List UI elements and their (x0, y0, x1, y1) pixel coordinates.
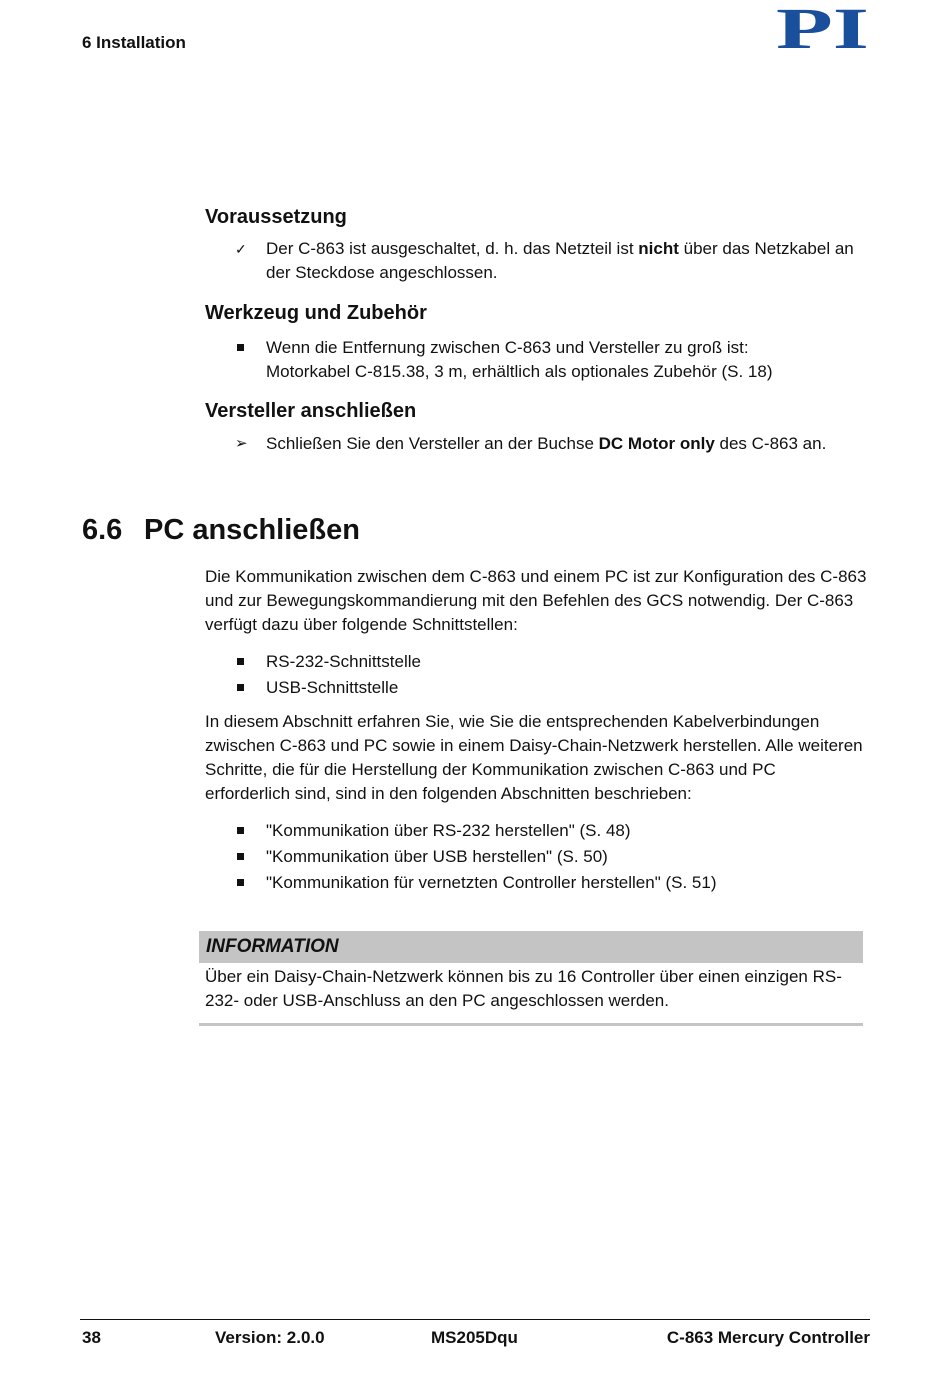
prerequisite-item: ✓ Der C-863 ist ausgeschaltet, d. h. das Netzteil ist nicht über das Netzkabel an der Steckdose angeschlossen. (235, 239, 854, 282)
information-title: INFORMATION (199, 931, 863, 963)
information-box (199, 931, 863, 1026)
footer-product: C-863 Mercury Controller (666, 1328, 870, 1347)
footer-doc-id: MS205Dqu (431, 1328, 518, 1347)
section-title: 6.6 PC anschließen (82, 514, 360, 546)
list-item: "Kommunikation über RS-232 herstellen" (S. 48) (266, 821, 631, 840)
list-item: "Kommunikation über USB herstellen" (S. 50) (266, 847, 608, 866)
section-header: 6 Installation (82, 33, 186, 52)
footer-version: Version: 2.0.0 (215, 1328, 325, 1347)
connect-stage-item: ➢ Schließen Sie den Versteller an der Buchse DC Motor only des C-863 an. (205, 432, 870, 456)
prerequisite-heading: Voraussetzung (205, 206, 347, 228)
logo-text: PI (776, 5, 869, 51)
connect-stage-heading: Versteller anschließen (205, 400, 417, 422)
arrow-bullet-icon: ➢ (235, 435, 248, 452)
tools-heading: Werkzeug und Zubehör (205, 302, 427, 324)
tools-item: Wenn die Entfernung zwischen C-863 und Versteller zu groß ist: Motorkabel C-815.38, 3 m, erhältlich als optionales Zubehör (S. 18) (266, 338, 773, 381)
list-item: "Kommunikation für vernetzten Controller herstellen" (S. 51) (266, 873, 717, 892)
footer-divider (80, 1319, 870, 1320)
check-icon: ✓ (235, 241, 247, 257)
section-description: In diesem Abschnitt erfahren Sie, wie Sie die entsprechenden Kabelverbindungen zwischen C-863 und PC sowie in einem Daisy-Chain-Netzwerk herstellen. Alle weiteren Schritte, die für die Herstellung der Kommunikation zwischen C-863 und PC erforderlich sind, sind in den folgenden Abschnitten beschrieben: (205, 712, 863, 803)
list-item: USB-Schnittstelle (266, 678, 399, 697)
pi-logo (775, 5, 870, 51)
list-item: RS-232-Schnittstelle (266, 652, 421, 671)
page-number: 38 (82, 1328, 101, 1347)
section-intro: Die Kommunikation zwischen dem C-863 und einem PC ist zur Konfiguration des C-863 und zur Bewegungskommandierung mit den Befehlen des GCS notwendig. Der C-863 verfügt dazu über folgende Schnittstellen: (205, 567, 867, 634)
information-text: Über ein Daisy-Chain-Netzwerk können bis zu 16 Controller über einen einzigen RS-232- oder USB-Anschluss an den PC angeschlossen werden. (199, 963, 863, 1026)
